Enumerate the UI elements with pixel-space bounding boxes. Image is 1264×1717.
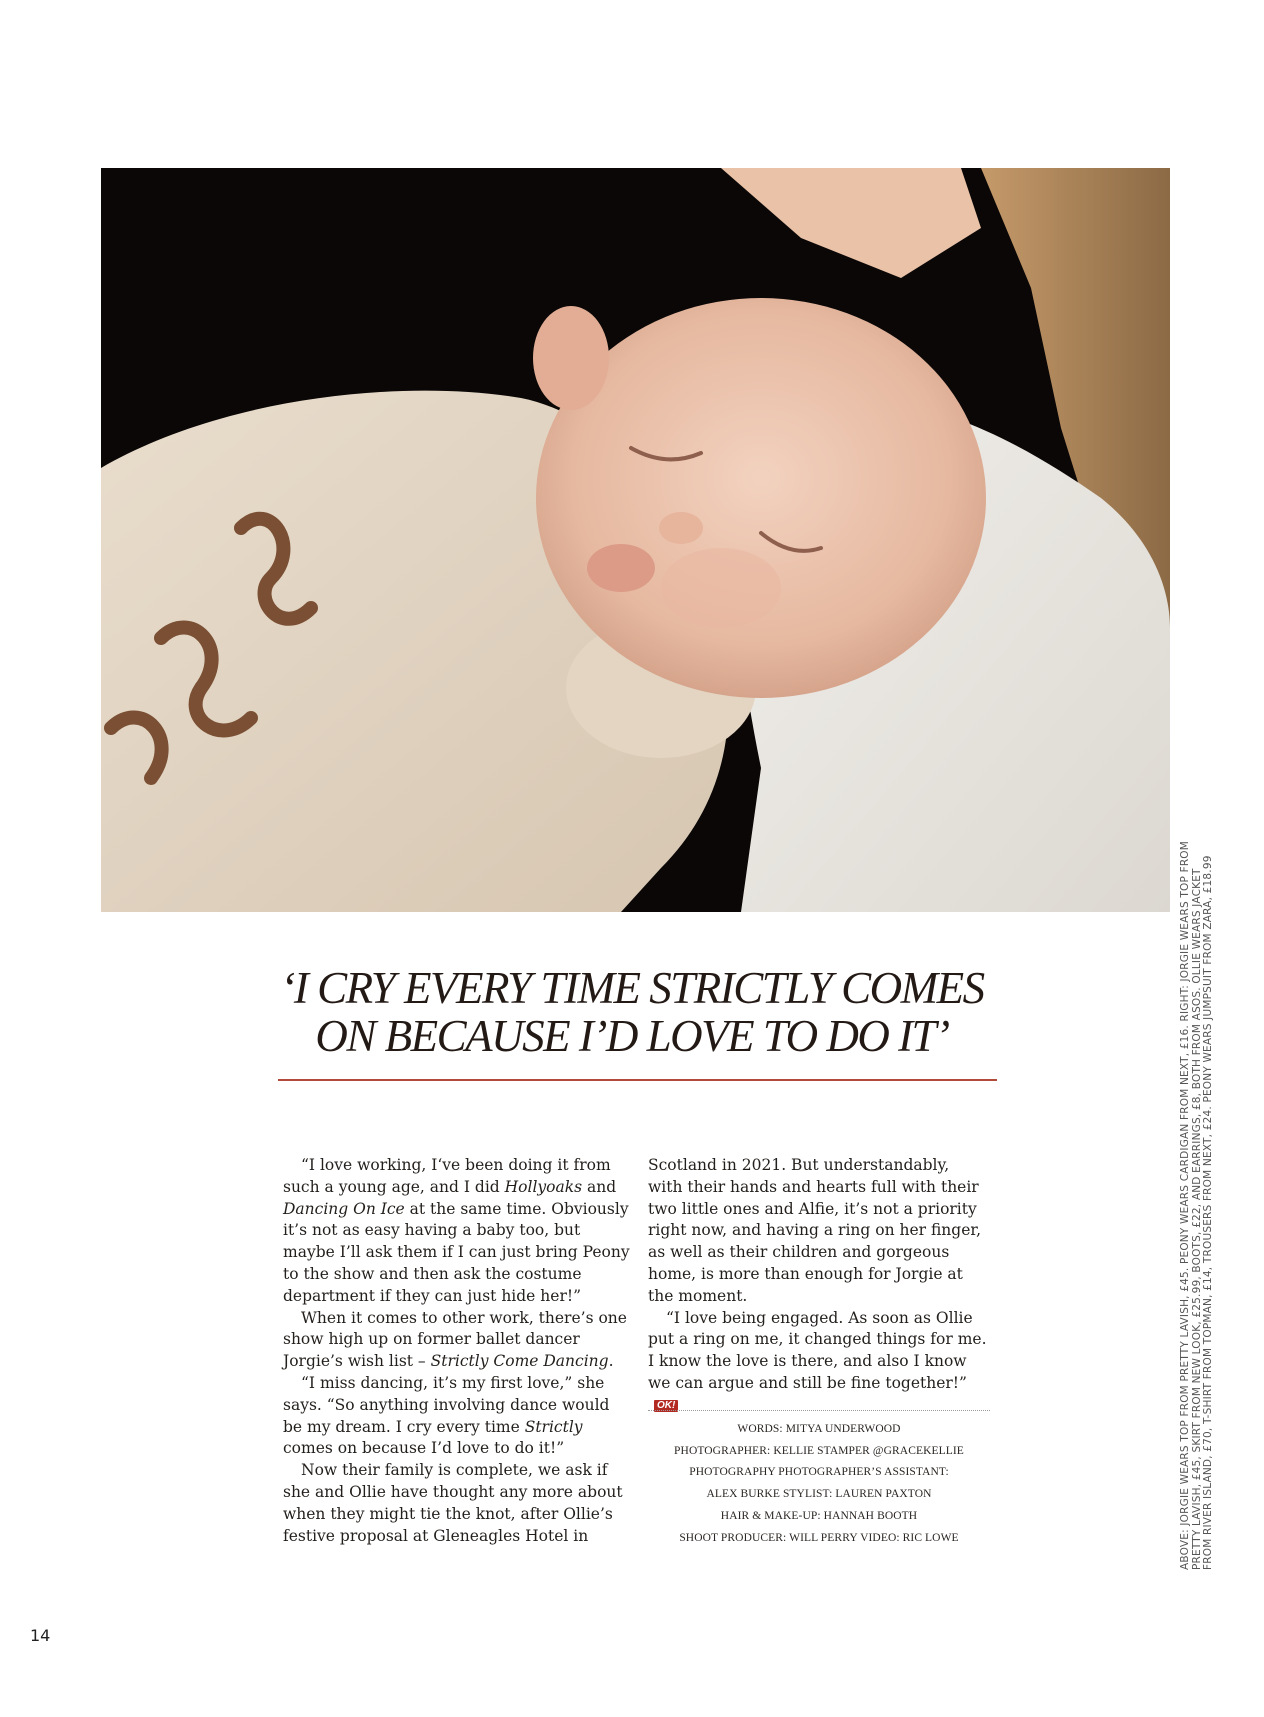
paragraph	[283, 1155, 633, 1308]
photo-credits	[648, 1410, 990, 1549]
text-run: .	[608, 1352, 614, 1371]
show-title: Dancing On Ice	[283, 1199, 405, 1218]
headline-divider	[278, 1079, 997, 1081]
paragraph	[648, 1308, 988, 1417]
credit-line: PHOTOGRAPHY PHOTOGRAPHER’S ASSISTANT:	[689, 1466, 949, 1479]
text-run: Scotland in 2021. But understandably, with their hands and hearts full with their two little ones and Alfie, it’s not a priority right now, and having a ring on her finger, as well as their children and gorgeous home, is more than enough for Jorgie at the moment.	[648, 1156, 982, 1305]
caption-line: FROM RIVER ISLAND, £70, T-SHIRT FROM TOPMAN, £14, TROUSERS FROM NEXT, £24. PEONY WEARS JUMPSUIT FROM ZARA, £18.99	[1202, 855, 1214, 1570]
show-title: Hollyoaks	[504, 1177, 583, 1196]
show-title: Strictly Come Dancing	[430, 1352, 609, 1371]
text-run: Now their family is complete, we ask if she and Ollie have thought any more about when they might tie the knot, after Ollie’s festive proposal at Gleneagles Hotel in	[283, 1461, 623, 1545]
headline-line-2: ON BECAUSE I’D LOVE TO DO IT’	[315, 1011, 949, 1061]
credit-line: WORDS: MITYA UNDERWOOD	[737, 1423, 901, 1435]
baby-sleeping-on-shoulder-illustration	[101, 168, 1170, 912]
paragraph	[283, 1308, 633, 1373]
text-run: at the same time. Obviously it’s not as easy having a baby too, but maybe I’ll ask them if I can just bring Peony to the show and then ask the costume department if they can just hide her!”	[283, 1199, 630, 1305]
headline-line-1: ‘I CRY EVERY TIME STRICTLY COMES	[280, 963, 984, 1013]
text-run: “I love being engaged. As soon as Ollie put a ring on me, it changed things for me. I know the love is there, and also I know we can argue and still be fine together!”	[648, 1308, 987, 1392]
fashion-credits-caption	[1180, 830, 1215, 1570]
text-run: and	[582, 1177, 617, 1196]
text-run: “I miss dancing, it’s my first love,” she says. “So anything involving dance would be my dream. I cry every time	[283, 1373, 610, 1436]
text-run: “I love working, I‘ve been doing it from such a young age, and I did	[283, 1156, 611, 1196]
credit-line: PHOTOGRAPHER: KELLIE STAMPER @GRACEKELLIE	[674, 1444, 964, 1457]
hero-photo	[101, 168, 1170, 912]
show-title: Strictly	[524, 1417, 583, 1436]
pull-quote-headline	[262, 964, 1002, 1060]
paragraph	[283, 1373, 633, 1460]
credit-line: HAIR & MAKE-UP: HANNAH BOOTH	[720, 1509, 918, 1522]
page-number: 14	[30, 1626, 51, 1645]
ok-magazine-logo-icon: OK!	[654, 1400, 678, 1412]
article-column-1	[283, 1155, 633, 1547]
text-run: comes on because I’d love to do it!”	[283, 1439, 565, 1458]
text-run: When it comes to other work, there’s one show high up on former ballet dancer Jorgie’s wish list –	[283, 1308, 627, 1371]
caption-line: ABOVE: JORGIE WEARS TOP FROM PRETTY LAVISH, £45. PEONY WEARS CARDIGAN FROM NEXT, £16. RIGHT: JORGIE WEARS TOP FROM	[1179, 840, 1191, 1570]
caption-line: PRETTY LAVISH, £45, SKIRT FROM NEW LOOK, £25.99, BOOTS, £22, AND EARRINGS, £8, BOTH FROM ASOS. OLLIE WEARS JACKET	[1190, 868, 1203, 1570]
paragraph	[648, 1155, 988, 1308]
credit-line: SHOOT PRODUCER: WILL PERRY VIDEO: RIC LOWE	[679, 1531, 959, 1544]
article-column-2	[648, 1155, 988, 1417]
paragraph	[283, 1460, 633, 1547]
credit-line: ALEX BURKE STYLIST: LAUREN PAXTON	[706, 1488, 932, 1501]
